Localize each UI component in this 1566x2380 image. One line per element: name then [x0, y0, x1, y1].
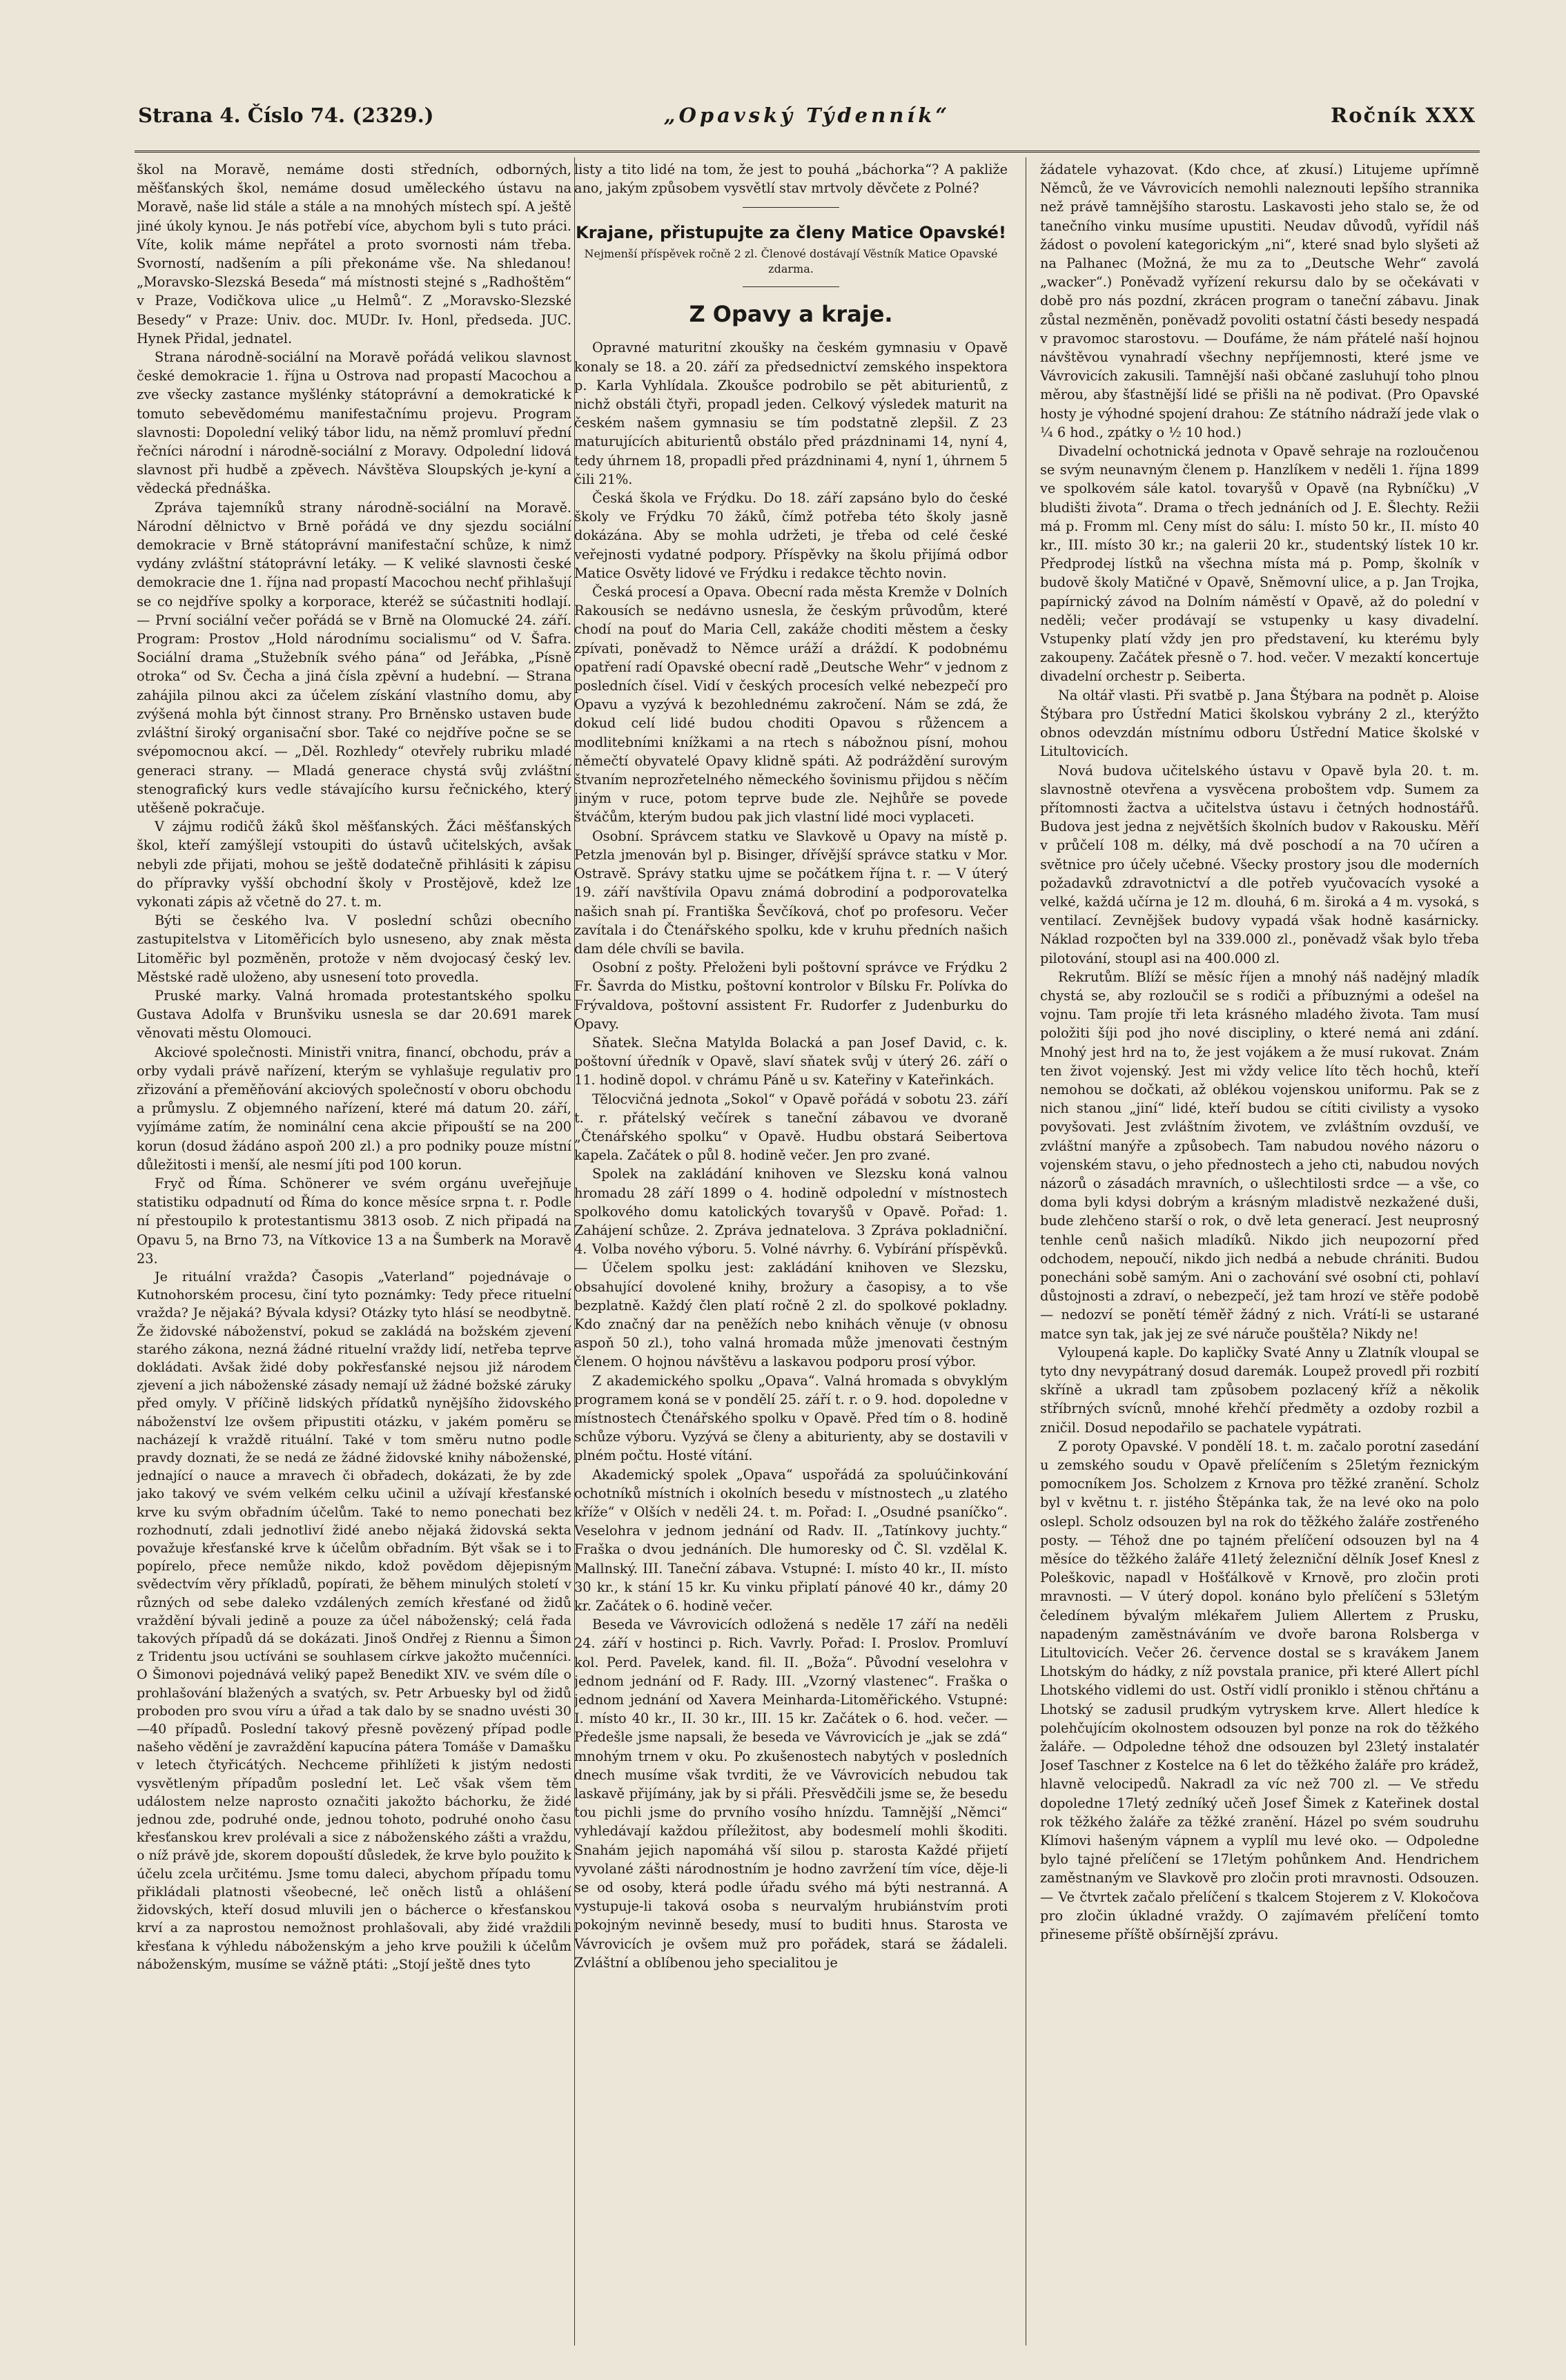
- header-rule: [135, 150, 1480, 153]
- article-paragraph: škol na Moravě, nemáme dosti středních, odborných, měšťanských škol, nemáme dosud uměleckého ústavu na Moravě, naše lid stále a stále a na mnohých místech spí. A ještě jiné úkoly kynou. Je nás potřebí více, abychom byli s tuto práci. Víte, kolik máme nepřátel a proto svornosti nám třeba. Svorností, nadšením a píli překonáme vše. Na shledanou! „Moravsko-Slezská Beseda“ má místnosti stejné s „Radhoštěm“ v Praze, Vodičkova ulice „u Helmů“. Z „Moravsko-Slezské Besedy“ v Praze: Univ. doc. MUDr. Iv. Honl, předseda. JUC. Hynek Přidal, jednatel.: [137, 162, 571, 347]
- notice-title: Krajane, přistupujte za členy Matice Opavské!: [576, 223, 1006, 243]
- page-header: [138, 104, 1476, 145]
- column-2: [574, 160, 1008, 2341]
- notice-subtitle: Nejmenší příspěvek ročně 2 zl. Členové dostávají Věstník Matice Opavské zdarma.: [584, 247, 998, 276]
- page-number-issue: Strana 4. Číslo 74. (2329.): [138, 104, 434, 127]
- article-paragraph: Osobní. Správcem statku ve Slavkově u Opavy na místě p. Petzla jmenován byl p. Bisinger, dřívější správce statku v Mor. Ostravě. Správy statku ujme se počátkem října t. r. — V úterý 19. září navštívila Opavu známá dobrodiní a podporovatelka našich snah pí. Františka Ševčíková, choť po profesoru. Večer zavítala i do Čtenářského spolku, kde v kruhu předních našich dam déle chvíli se bavila.: [574, 828, 1008, 957]
- article-paragraph: Býti se českého lva. V poslední schůzi obecního zastupitelstva v Litoměřicích bylo usneseno, aby znak města Litoměřic byl pozměněn, protože v něm dvojocasý český lev. Městské radě uloženo, aby usnesení toto provedla.: [137, 913, 571, 985]
- column-1: [137, 160, 571, 2341]
- article-paragraph: Česká procesí a Opava. Obecní rada města Kremže v Dolních Rakousích se nedávno usnesla, že českým průvodům, které chodí na pouť do Maria Cell, zakáže choditi městem a česky zpívati, poněvadž to Němce uráží a dráždí. K podobnému opatření radí Opavské obecní radě „Deutsche Wehr“ v jednom z posledních čísel. Vidí v českých procesích velké nebezpečí pro Opavu a vyzývá k bezohlednému zakročení. Nám se zdá, že dokud celí lidé budou choditi Opavou s růžencem a modlitebními knížkami a na rtech s nábožnou písní, mohou němečtí obyvatelé Opavy klidně spáti. Až podráždění surovým štvaním neprozřetelného německého šovinismu přijdou s něčím jiným v ruce, potom teprve bude zle. Nejhůře se povede štváčům, kterým budou pak jich vlastní lidé moci vyplaceti.: [574, 584, 1008, 826]
- article-paragraph: V zájmu rodičů žáků škol měšťanských. Žáci měšťanských škol, kteří zamýšlejí vstoupiti do ústavů učitelských, avšak nebyli zde přijati, mohou se ještě dodatečně přihlásiti k zápisu do přípravky vyšší obchodní školy v Prostějově, kdež lze vykonati zápis až včetně do 27. t. m.: [137, 819, 571, 910]
- article-paragraph: Spolek na zakládání knihoven ve Slezsku koná valnou hromadu 28 září 1899 o 4. hodině odpolední v místnostech spolkového domu katolických tovaryšů v Opavě. Pořad: 1. Zahájení schůze. 2. Zpráva jednatelova. 3 Zpráva pokladniční. 4. Volba nového výboru. 5. Volné návrhy. 6. Vybírání příspěvků. — Účelem spolku jest: zakládání knihoven ve Slezsku, obsahující dovolené knihy, brožury a časopisy, a to vše bezplatně. Každý člen platí ročně 2 zl. do spolkové pokladny. Kdo značný dar na peněžích nebo knihách věnuje (v obnosu aspoň 50 zl.), toho valná hromada může jmenovati čestným členem. O hojnou návštěvu a laskavou podporu prosí výbor.: [574, 1166, 1008, 1370]
- article-paragraph: Osobní z pošty. Přeloženi byli poštovní správce ve Frýdku 2 Fr. Šavrda do Mistku, poštovní kontrolor v Bílsku Fr. Polívka do Frývaldova, poštovní assistent Fr. Rudorfer z Judenburku do Opavy.: [574, 959, 1008, 1032]
- article-paragraph: žádatele vyhazovat. (Kdo chce, ať zkusí.) Litujeme upřímně Němců, že ve Vávrovicích nemohli naleznouti lepšího strannika než právě tamnějšího starostu. Laskavosti jeho stalo se, že od tanečního vinku musíme upustiti. Neudav důvodů, vyřídil náš žádost o povolení kategorickým „ni“, které snad bylo slyšeti až na Palhanec (Možná, že mu za to „Deutsche Wehr“ zavolá „wacker“.) Poněvadž vyřízení rekursu dalo by se očekávati v době pro nás pozdní, zkrácen program o taneční zábavu. Jinak zůstal nezměněn, poněvadž povoliti ostatní části besedy nespadá v pravomoc starostovu. — Doufáme, že nám přátelé naší hojnou návštěvou vynahradí všechny nepříjemnosti, které jsme ve Vávrovicích zakusili. Tamnější naši občané zasluhují toho plnou měrou, aby šťastnější lidé se přišli na ně podivat. (Pro Opavské hosty je výhodné spojení drahou: Ze státního nádraží jede vlak o ¼ 6 hod., zpátky o ½ 10 hod.): [1040, 162, 1479, 440]
- article-paragraph: Beseda ve Vávrovicích odložená s neděle 17 září na neděli 24. září v hostinci p. Rich. Vavrly. Pořad: I. Proslov. Promluví kol. Perd. Pavelek, kand. fil. II. „Boža“. Původní veselohra v jednom jednání od F. Rady. III. „Vzorný vlastenec“. Fraška o jednom jednání od Xavera Meinharda-Litoměřického. Vstupné: I. místo 40 kr., II. 30 kr., III. 15 kr. Začátek o 6. hod. večer. — Předešle jsme napsali, že beseda ve Vávrovicích je „jak se zdá“ mnohým trnem v oku. Po zkušenostech nabytých v posledních dnech musíme však tvrditi, že ve Vávrovicích nebudou tak laskavě přijímány, jak by si přáli. Přesvědčili jsme se, že besedu tou pichli jsme do prvního vosího hnízdu. Tamnější „Němci“ vyhledávají každou příležitost, aby bodesmelí mohli škoditi. Snahám jejich napomáhá vší silou p. starosta Každé přijetí vyvolané zášti národnostním je hodno zavržení tím více, děje-li se od osoby, která podle úřadu svého má býti nestranná. A vystupuje-li taková osoba s neurvalým hrubiánstvím proti pokojným nevinně besedy, musí to buditi hnus. Starosta ve Vávrovicích je ovšem muž pro pořádek, stará se žádaleli. Zvláštní a oblíbenou jeho specialitou je: [574, 1617, 1008, 1971]
- divider: [743, 207, 839, 208]
- article-paragraph: Akciové společnosti. Ministři vnitra, financí, obchodu, práv a orby vydali právě nařízení, kterým se vyhlašuje regulativ pro zřizování a přeměňování akciových společností v oboru obchodu a průmyslu. Z objemného nařízení, které má datum 20. září, vyjímáme zatím, že nominální cena akcie připouští se na 200 korun (dosud žádáno aspoň 200 zl.) a pro podniky pouze místní důležitosti i menší, ale nesmí jíti pod 100 korun.: [137, 1044, 571, 1173]
- article-paragraph: Divadelní ochotnická jednota v Opavě sehraje na rozloučenou se svým neunavným členem p. Hanzlíkem v neděli 1. října 1899 ve spolkovém sále katol. tovaryšů v Opavě (na Rybníčku) „V bludišti života“. Drama o třech jednáních od J. E. Šlechty. Režii má p. Fromm ml. Ceny míst do sálu: I. místo 50 kr., II. místo 40 kr., III. místo 30 kr.; na galerii 20 kr., studentský lístek 10 kr. Předprodej lístků na všechna místa má p. Pomp, školník v budově školy Matičné v Opavě, Sněmovní ulice, a p. Jan Trojka, papírnický závod na Dolním náměstí v Opavě, až do polední v neděli; večer prodávají se vstupenky u kasy divadelní. Vstupenky platí vždy jen pro představení, ku kterému byly zakoupeny. Začátek přesně o 7. hod. večer. V mezaktí koncertuje divadelní orchestr p. Seiberta.: [1040, 443, 1479, 685]
- matice-notice: [574, 223, 1008, 277]
- article-paragraph: Vyloupená kaple. Do kapličky Svaté Anny u Zlatník vloupal se tyto dny nevypátraný dosud daremák. Loupež provedl při rozbití skříně a ukradl tam způsobem pozlacený kříž a několik stříbrných svícnů, mnohé křehčí předměty a ozdoby rozbil a zničil. Dosud nepodařilo se pachatele vypátrati.: [1040, 1344, 1479, 1436]
- article-paragraph: Fryč od Říma. Schönerer ve svém orgánu uveřejňuje statistiku odpadnutí od Říma do konce měsíce srpna t. r. Podle ní přestoupilo k protestantismu 3813 osob. Z nich připadá na Opavu 5, na Brno 73, na Vítkovice 13 a na Šumberk na Moravě 23.: [137, 1175, 571, 1267]
- section-title: Z Opavy a kraje.: [689, 301, 893, 328]
- article-paragraph: Pruské marky. Valná hromada protestantského spolku Gustava Adolfa v Brunšviku usnesla se dar 20.691 marek věnovati městu Olomouci.: [137, 987, 571, 1042]
- article-paragraph: Z akademického spolku „Opava“. Valná hromada s obvyklým programem koná se v pondělí 25. září t. r. o 9. hod. dopoledne v místnostech Čtenářského spolku v Opavě. Před tím o 8. hodině schůze výboru. Vyzývá se členy a abiturienty, aby se dostavili v plném počtu. Hosté vítání.: [574, 1372, 1008, 1464]
- article-paragraph: Opravné maturitní zkoušky na českém gymnasiu v Opavě konaly se 18. a 20. září za předsednictví zemského inspektora p. Karla Vyhlídala. Zkoušce podrobilo se pět abiturientů, z nichž obstáli čtyři, propadl jeden. Celkový výsledek maturit na českém našem gymnasiu se tím podstatně zlepšil. Z 23 maturujících abiturientů obstálo před prázdninami 14, nyní 4, tedy úhrnem 18, propadli před prázdninami 4, nyní 1, úhrnem 5 čili 21%.: [574, 340, 1008, 487]
- divider: [743, 286, 839, 287]
- article-paragraph: Sňatek. Slečna Matylda Bolacká a pan Josef David, c. k. poštovní úředník v Opavě, slaví sňatek svůj v úterý 26. září o 11. hodině dopol. v chrámu Páně u sv. Kateřiny v Kateřinkách.: [574, 1034, 1008, 1089]
- article-paragraph: Rekrutům. Blíží se měsíc říjen a mnohý náš nadějný mladík chystá se, aby rozloučil se s rodiči a příbuznými a odešel na vojnu. Tam projíe tři leta krásného mladého života. Tam musí položiti šíji pod jho nové discipliny, o které nemá ani zdání. Mnohý jest hrd na to, že jest vojákem a že musí rukovat. Znám ten život vojenský. Jest mi vždy velice líto těch hochů, kteří nemohou se dočkati, až oblékou vojenskou uniformu. Pak se z nich stanou „jiní“ lidé, kteří budou se cítiti civilisty a vysoko povyšovati. Jest zvláštním životem, ve zvláštním ovzduší, ve zvláštní manýře a způsobech. Tam nabudou nového názoru o vojenském stavu, o jeho přednostech a jeho cti, nabudou nových názorů o zásadách mravních, o ušlechtilosti srdce — a vše, co doma byli kdysi dobrým a krásným mladistvě nezkažené duši, bude zlehčeno starší o rok, o dvě leta generací. Jest neuprosný tenhle cenů našich mladíků. Nikdo jich neupozorní před odchodem, nepoučí, nikdo jich nedbá a nebude chrániti. Budou ponecháni sobě samým. Ani o zachování své osobní cti, pohlaví důstojnosti a zdraví, o nebezpečí, jež tam hrozí ve stěře podobě — nedozví se ponětí téměř žádný z nich. Vrátí-li se ustarané matce syn tak, jak jej ze své náruče pouštěla? Nikdy ne!: [1040, 968, 1479, 1342]
- article-paragraph: Česká škola ve Frýdku. Do 18. září zapsáno bylo do české školy ve Frýdku 70 žáků, čímž potřeba této školy jasně dokázána. Aby se mohla udržeti, je třeba od celé české veřejnosti vydatné podpory. Příspěvky na školu přijímá odbor Matice Osvěty lidové ve Frýdku i redakce těchto novin.: [574, 490, 1008, 581]
- article-paragraph: Z poroty Opavské. V pondělí 18. t. m. začalo porotní zasedání u zemského soudu v Opavě přelíčením s 25letým řeznickým pomocníkem Jos. Scholzem z Krnova pro těžké zranění. Scholz byl v květnu t. r. jistého Štěpánka tak, že na levé oko na polo oslepl. Scholz odsouzen byl na rok do těžkého žaláře zostřeného posty. — Téhož dne po tajném přelíčení odsouzen byl na 4 měsíce do těžkého žaláře 41letý železniční dělník Josef Knesl z Poleškovic, napadl v Hošťálkově v Krnově, pro zločin proti mravnosti. — V úterý dopol. konáno bylo přelíčení s 53letým čeledínem bývalým mlékařem Juliem Allertem z Prusku, napadeným zaměstnáváním ve dvoře barona Rolsberga v Litultovicích. Večer 26. července dostal se s kravákem Janem Lhotským do hádky, z níž povstala pranice, při které Allert píchl Lhotského vidlemi do ust. Ostří vidlí proniklo i stěnou chřtánu a Lhotský se zadusil prudkým vytryskem krve. Allert hledíce k polehčujícím okolnostem odsouzen byl ponze na rok do těžkého žaláře. — Odpoledne téhož dne odsouzen byl 23letý instalatér Josef Taschner z Kostelce na 6 let do těžkého žaláře pro krádež, hlavně velocipedů. Nakradl za víc než 700 zl. — Ve středu dopoledne 17letý zedníký učeň Josef Šimek z Kateřinek dostal rok těžkého žaláře za těžké zranění. Házel po svém soudruhu Klímovi hašeným vápnem a vyplíl mu levé oko. — Odpoledne bylo tajné přelíčení se 17letým pohůnkem And. Hendrichem zaměstnaným ve Slavkově pro zločin proti mravnosti. Odsouzen. — Ve čtvrtek začalo přelíčení s tkalcem Stojerem z V. Klokočova pro zločin úkladné vraždy. O zajímavém přelíčení tomto přineseme příště obšírnější zprávu.: [1040, 1438, 1479, 1943]
- article-paragraph: Tělocvičná jednota „Sokol“ v Opavě pořádá v sobotu 23. září t. r. přátelský večírek s taneční zábavou ve dvoraně „Čtenářského spolku“ v Opavě. Hudbu obstará Seibertova kapela. Začátek o půl 8. hodině večer. Jen pro zvané.: [574, 1091, 1008, 1164]
- article-paragraph: Je rituální vražda? Časopis „Vaterland“ pojednávaje o Kutnohorském procesu, činí tyto poznámky: Tedy přece rituelní vražda? Je nějaká? Bývala kdysi? Otázky tyto hlásí se neodbytně. Že židovské náboženství, pokud se zakládá na božském zjevení starého zákona, nezná žádné rituelní vraždy lidí, netřeba teprve dokládati. Avšak židé doby pokřesťanské nejsou již národem zjevení a jich náboženské zásady nemají už žádné božské záruky před omyly. V příčině lidských přídatků nynějšího židovského náboženství lze ovšem připustiti otázku, v jakém poměru se nacházejí k vraždě rituální. Také v tom směru nutno podle pravdy doznati, že se nedá ze žádné židovské knihy náboženské, jednající o nauce a mravech či obřadech, dokázati, že by zde jako takový ve svém velkém celku učinil a užívají křesťanské krve ku svým obřadním účelům. Také to nemo ponechati bez rozhodnutí, zdali jednotliví židé anebo nějaká židovská sekta považuje křesťanské krve k účelům obřadním. Být však se i to popírelo, přece nemůže nikdo, kdož povědom dějepisným svědectvím věry příkladů, popírati, že během minulých století v různých od sebe daleko vzdálených zemích křesťané od židů vraždění bývali jedině a pouze za účel náboženský; celá řada takových případů dá se dokázati. Jinoš Ondřej z Riennu a Šimon z Tridentu jsou uctíváni se souhlasem církve jakožto mučenníci. O Šimonovi pojednává veliký papež Benedikt XIV. ve svém díle o prohlašování blažených a svatých, sv. Petr Arbuesky byl od židů proboden pro svou víru a úřad a tak dalo by se snadno uvésti 30—40 případů. Poslední takový přesně povězený případ podle našeho vědění je zavraždění kapucína pátera Tomáše v Damašku v letech čtyřicátých. Nechceme přihlížeti k jistým nedosti vysvětleným případům poslední let. Leč však všem těm událostem nelze naprosto označiti jakožto báchorku, že židé jednou zde, podruhé onde, jednou tohoto, podruhé onoho času křesťanskou krev prolévali a sice z náboženského zášti a vraždu, o níž právě jde, skorem dopouští důsledek, že krve bylo použito k účelu zcela určitému. Jsme tomu daleci, abychom případu tomu přikládali platnosti všeobecné, leč oněch listů a ohlášení židovských, kteří dosud mluvili jen o bácherce o křesťanskou krví a za naprostou nemožnost prohlašovali, aby židé vraždili křesťana k výhledu náboženským a jeho krve použili k účelům náboženským, musíme se vážně ptáti: „Stojí ještě dnes tyto: [137, 1269, 571, 1972]
- article-paragraph: listy a tito lidé na tom, že jest to pouhá „báchorka“? A pakliže ano, jakým způsobem vysvětlí stav mrtvoly děvčete z Polné?: [574, 162, 1008, 197]
- article-paragraph: Na oltář vlasti. Při svatbě p. Jana Štýbara na podnět p. Aloise Štýbara pro Ústřední Matici školskou vybrány 2 zl., kterýžto obnos odevzdán místnímu odboru Ústřední Matice školské v Litultovicích.: [1040, 687, 1479, 760]
- article-paragraph: Nová budova učitelského ústavu v Opavě byla 20. t. m. slavnostně otevřena a vysvěcena proboštem vdp. Sumem za přítomnosti žactva a učitelstva ústavu i četných hodnostářů. Budova jest jedna z největších školních budov v Rakousku. Měří v průčelí 108 m. délky, má dvě poschodí a na 70 učíren a světnice pro účely učebné. Všecky prostory jsou dle moderních požadavků zdravotnictví a dle potřeb vyučovacích vysoké a velké, každá učírna je 12 m. dlouhá, 6 m. široká a 4 m. vysoká, s ventilací. Zevnějšek budovy vypadá však hodně kasárnicky. Náklad rozpočten byl na 339.000 zl., poněvadž však bylo třeba pilotování, stoupl asi na 400.000 zl.: [1040, 762, 1479, 966]
- article-paragraph: Strana národně-sociální na Moravě pořádá velikou slavnost české demokracie 1. října u Ostrova nad propastí Macochou a zve všecky zastance myšlénky státoprávní a demokratické k tomuto sebevědomému manifestačnímu projevu. Program slavnosti: Dopolední veliký tábor lidu, na němž promluví přední řečníci národní i národně-sociální z Moravy. Odpolední lidová slavnost při hudbě a zpěvech. Návštěva Sloupských je-kyní a vědecká přednáška.: [137, 349, 571, 497]
- volume-label: Ročník XXX: [1331, 104, 1476, 127]
- column-3: [1040, 160, 1479, 2341]
- newspaper-title: „Opavský Týdenník“: [663, 104, 951, 127]
- article-paragraph: Akademický spolek „Opava“ uspořádá za spoluúčinkování ochotníků místních i okolních besedu v místnostech „u zlatého kříže“ v Olších v neděli 24. t. m. Pořad: I. „Osudné psaníčko“. Veselohra v jednom jednání od Radv. II. „Tatínkovy juchty.“ Fraška o dvou jednáních. Dle humoresky od Č. Sl. vzdělal K. Mallnský. III. Taneční zábava. Vstupné: I. místo 40 kr., II. místo 30 kr., k stání 15 kr. Ku vinku připlatí pánové 40 kr., dámy 20 kr. Začátek o 6. hodině večer.: [574, 1466, 1008, 1615]
- article-paragraph: Zpráva tajemníků strany národně-sociální na Moravě. Národní dělnictvo v Brně pořádá ve dny sjezdu sociální demokracie v Brně státoprávní manifestační schůze, k nimž vydány zvláštní státoprávní letáky. — K veliké slavnosti české demokracie dne 1. října nad propastí Macochou nechť přihlašují se co nejdříve spolky a korporace, kteréž se súčastniti hodlají. — První sociální večer pořádá se v Brně na Olomucké 24. září. Program: Prostov „Hold národnímu socialismu“ od V. Šafra. Sociální drama „Stužebník svého pána“ od Jeřábka, „Písně otroka“ od Sv. Čecha a jiná čísla zpěvní a hudební. — Strana zahájila pilnou akci za účelem získání vlastního domu, aby zvýšená mohla být činnost strany. Pro Brněnsko ustaven bude zvláštní široký organisační sbor. Také co nejdříve počne se se svépomocnou akcí. — „Děl. Rozhledy“ otevřely rubriku mladé generaci strany. — Mladá generace chystá svůj zvláštní stenografický kurs vedle stávajícího kursu řečnického, který utěšeně pokračuje.: [137, 499, 571, 816]
